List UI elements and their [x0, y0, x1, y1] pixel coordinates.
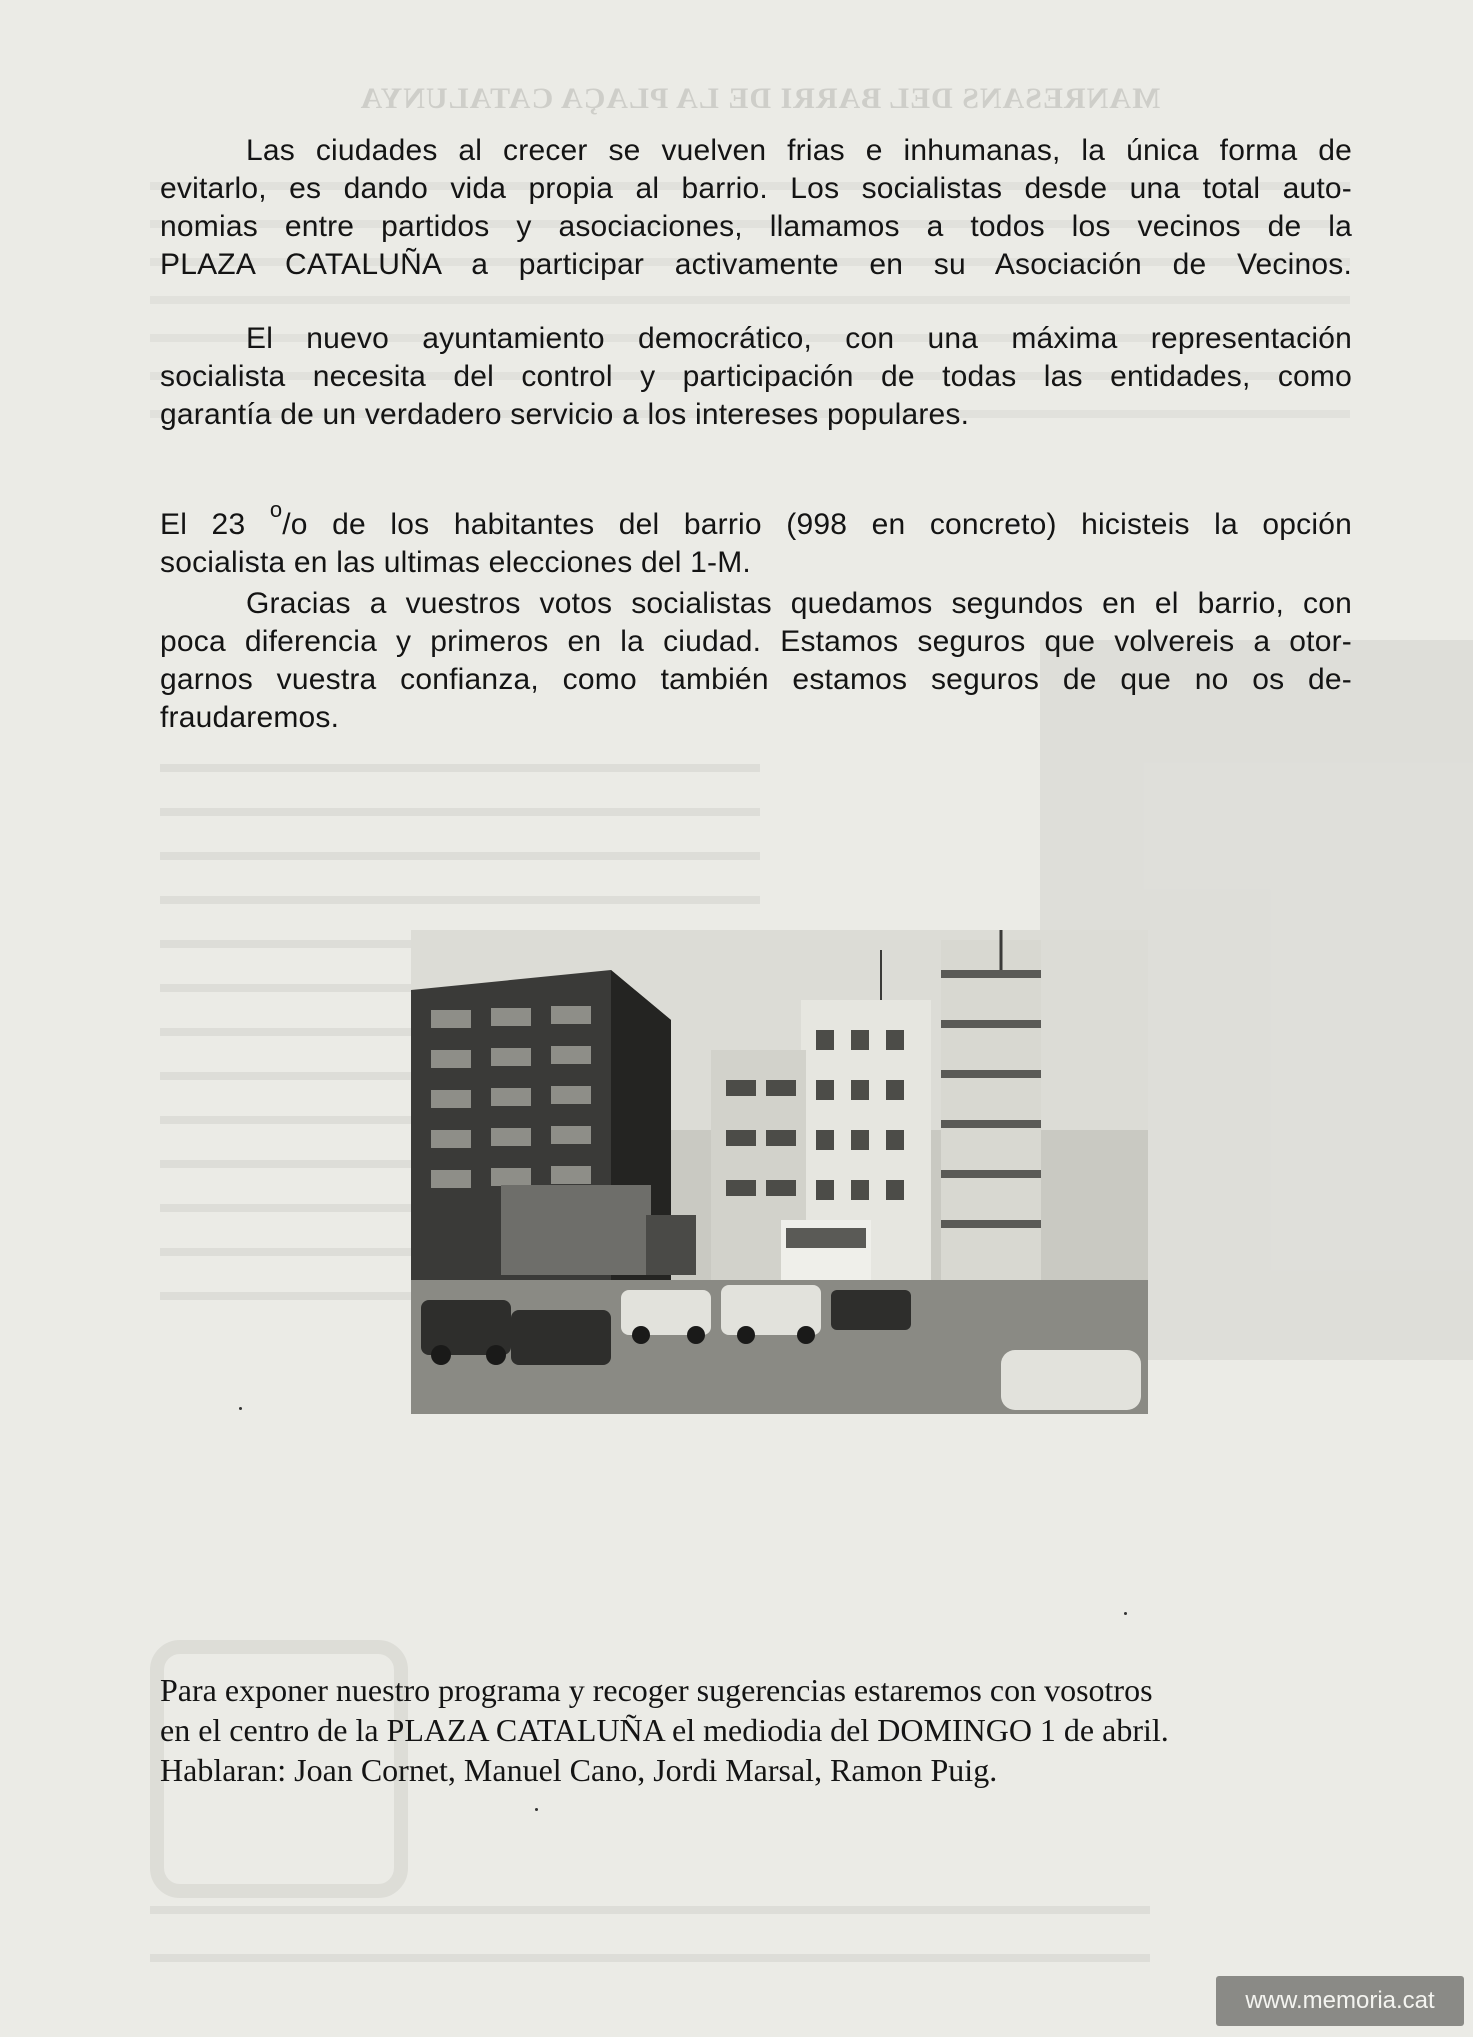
paragraph-line: Las ciudades al crecer se vuelven frias e inhumanas, la única forma de — [246, 134, 1352, 167]
paragraph-resultados — [160, 497, 1352, 582]
paragraph-line: Gracias a vuestros votos socialistas quedamos segundos en el barrio, con — [246, 587, 1352, 620]
closing-line: Hablaran: Joan Cornet, Manuel Cano, Jordi Marsal, Ramon Puig. — [160, 1752, 998, 1788]
closing-announcement — [160, 1670, 1352, 1790]
paragraph-line: nomias entre partidos y asociaciones, llamamos a todos los vecinos de la — [160, 210, 1352, 243]
closing-line: Para exponer nuestro programa y recoger sugerencias estaremos con vosotros — [160, 1672, 1153, 1708]
show-through-title: MANRESANS DEL BARRI DE LA PLAÇA CATALUNYA — [359, 82, 1161, 115]
paragraph-line: socialista necesita del control y participación de todas las entidades, como — [160, 360, 1352, 393]
source-watermark: www.memoria.cat — [1216, 1976, 1464, 2026]
print-speck — [1124, 1612, 1127, 1615]
paragraph-ayuntamiento — [160, 320, 1352, 434]
show-through-footer — [150, 1880, 1150, 1990]
percent-prefix: El 23 — [160, 508, 270, 541]
paragraph-line: PLAZA CATALUÑA a participar activamente en su Asociación de Vecinos. — [160, 248, 1352, 281]
paragraph-line: poca diferencia y primeros en la ciudad. Estamos seguros que volvereis a otor- — [160, 625, 1352, 658]
paragraph-gracias — [160, 585, 1352, 737]
percent-superscript: o — [269, 497, 283, 522]
paragraph-line: El nuevo ayuntamiento democrático, con una máxima representación — [246, 322, 1352, 355]
paragraph-line — [160, 497, 1352, 544]
paragraph-line: evitarlo, es dando vida propia al barrio. Los socialistas desde una total auto- — [160, 172, 1352, 205]
print-speck — [239, 1407, 242, 1410]
percent-rest: /o de los habitantes del barrio (998 en concreto) hicisteis la opción — [282, 508, 1352, 541]
paragraph-line: garantía de un verdadero servicio a los intereses populares. — [160, 398, 970, 431]
print-speck — [535, 1808, 538, 1811]
paragraph-ciudades — [160, 132, 1352, 284]
paragraph-line: socialista en las ultimas elecciones del 1-M. — [160, 546, 751, 579]
street-photo-illustration — [411, 930, 1148, 1414]
closing-line: en el centro de la PLAZA CATALUÑA el mediodia del DOMINGO 1 de abril. — [160, 1712, 1169, 1748]
paragraph-line: fraudaremos. — [160, 701, 340, 734]
street-photo — [411, 930, 1148, 1414]
paragraph-line: garnos vuestra confianza, como también estamos seguros de que no os de- — [160, 663, 1352, 696]
